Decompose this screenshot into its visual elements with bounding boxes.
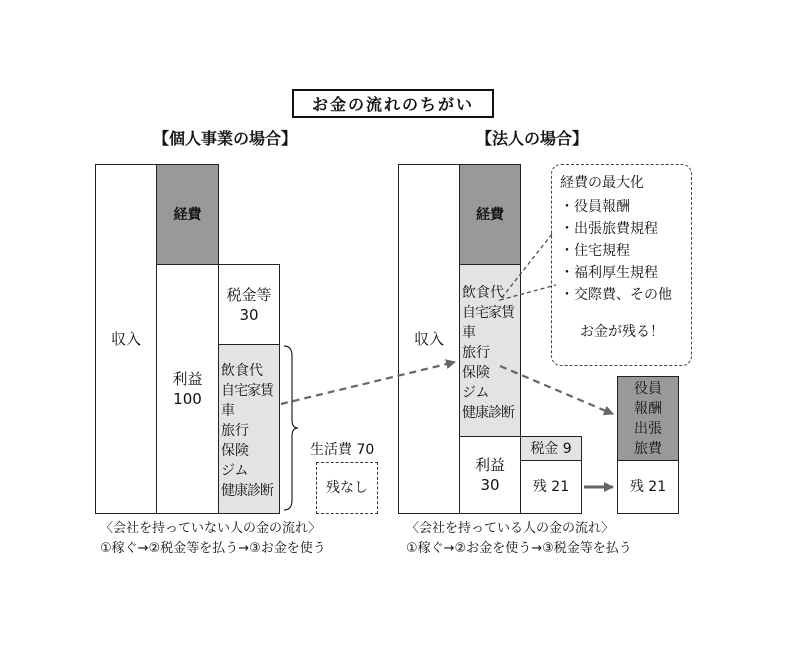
callout-bullet-officer-pay: ・役員報酬	[560, 199, 630, 215]
left-item-insurance: 保険	[221, 443, 249, 459]
right-remainder-label-2: 残 21	[629, 479, 667, 495]
callout-bullet-housing-rules: ・住宅規程	[560, 243, 630, 259]
right-income-label: 収入	[413, 330, 444, 348]
right-remainder-label: 残 21	[532, 479, 570, 495]
callout-footer: お金が残る！	[580, 324, 664, 340]
left-no-remainder-label: 残なし	[326, 480, 368, 496]
callout-bullet-welfare-rules: ・福利厚生規程	[560, 265, 658, 281]
left-item-dining: 飲食代	[221, 363, 263, 379]
right-item-dining: 飲食代	[462, 285, 504, 301]
left-item-health-check: 健康診断	[221, 483, 273, 499]
callout-pointer	[500, 234, 556, 300]
right-caption-2: ①稼ぐ→②お金を使う→③税金等を払う	[406, 541, 632, 556]
diagram-title-text: お金の流れのちがい	[311, 95, 474, 114]
left-expenses-label: 経費	[173, 206, 202, 223]
left-item-travel: 旅行	[221, 423, 249, 439]
left-heading: 【個人事業の場合】	[153, 129, 298, 148]
left-item-gym: ジム	[221, 463, 249, 479]
right-tax-label: 税金 9	[530, 440, 572, 457]
right-item-gym: ジム	[462, 385, 490, 401]
right-item-car: 車	[462, 325, 476, 341]
right-item-home-rent: 自宅家賃	[462, 305, 514, 321]
right-item-insurance: 保険	[462, 365, 490, 381]
callout-title: 経費の最大化	[560, 175, 644, 191]
right-heading: 【法人の場合】	[476, 129, 589, 148]
callout-bullet-travel-rules: ・出張旅費規程	[560, 221, 658, 237]
officer-text-2: 報酬	[634, 400, 662, 417]
left-income-label: 収入	[110, 330, 141, 348]
callout-bullet-entertainment: ・交際費、その他	[560, 287, 672, 303]
officer-text-3: 出張	[634, 420, 662, 437]
right-caption-1: 〈会社を持っている人の金の流れ〉	[406, 521, 615, 536]
left-item-home-rent: 自宅家賃	[221, 383, 273, 399]
left-living-cost-label: 生活費 70	[310, 442, 375, 458]
right-item-travel: 旅行	[462, 345, 490, 361]
left-caption-1: 〈会社を持っていない人の金の流れ〉	[100, 521, 322, 536]
officer-text-4: 旅費	[634, 440, 662, 457]
left-tax-label: 税金等 30	[226, 285, 272, 324]
right-expenses-label: 経費	[476, 206, 504, 223]
right-profit-label: 利益 30	[474, 456, 505, 494]
left-caption-2: ①稼ぐ→②税金等を払う→③お金を使う	[100, 541, 326, 556]
left-profit-label: 利益 100	[172, 370, 203, 408]
items-to-officer-dashed-arrow	[500, 366, 613, 414]
left-items-bracket	[284, 346, 298, 510]
right-item-health-check: 健康診断	[462, 405, 514, 421]
left-item-car: 車	[221, 403, 235, 419]
left-to-right-dashed-arrow	[281, 362, 455, 404]
officer-text-1: 役員	[634, 380, 662, 397]
